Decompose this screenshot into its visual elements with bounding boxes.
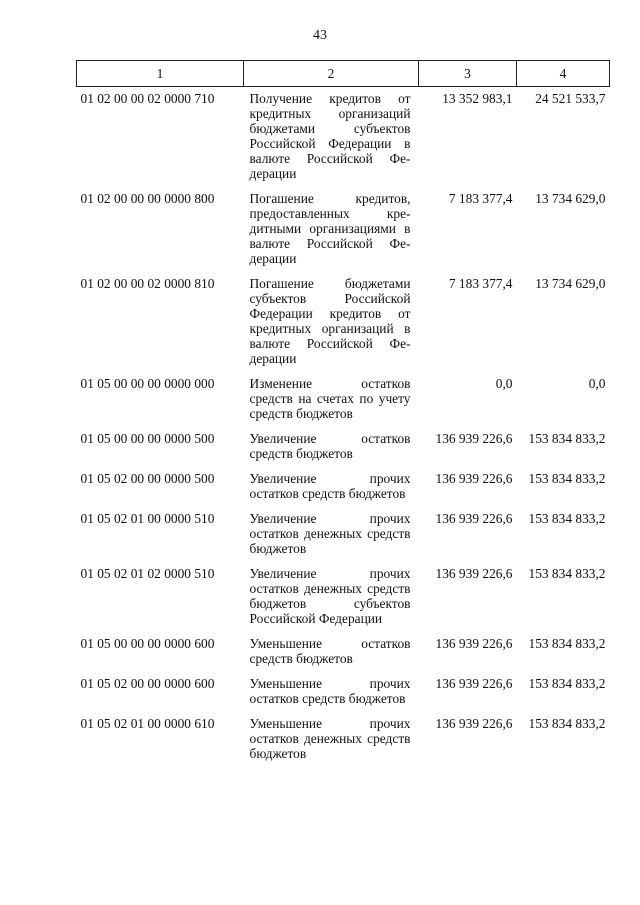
table-row [77,187,610,272]
table-row [77,427,610,467]
amount-col3: 7 183 377,4 [448,191,513,206]
budget-code: 01 02 00 00 02 0000 710 [80,91,215,106]
amount-col3: 136 939 226,6 [435,471,513,486]
amount-col4: 153 834 833,2 [528,471,606,486]
table-row [77,467,610,507]
amount-col4: 153 834 833,2 [528,566,606,581]
column-header-2: 2 [244,61,419,87]
table-row [77,562,610,632]
amount-col3: 0,0 [495,376,513,391]
budget-code: 01 05 00 00 00 0000 600 [80,636,215,651]
table-row [77,632,610,672]
item-name: Погашение кредитов, предоставленных кредитными организациями в валюте Российской Федерации [249,191,411,266]
table-row [77,372,610,427]
amount-col3: 136 939 226,6 [435,566,513,581]
amount-col4: 13 734 629,0 [535,276,606,291]
item-name: Увеличение прочих остатков денежных средств бюджетов [249,511,411,556]
amount-col4: 13 734 629,0 [535,191,606,206]
amount-col3: 136 939 226,6 [435,716,513,731]
budget-code: 01 05 02 00 00 0000 600 [80,676,215,691]
amount-col4: 153 834 833,2 [528,431,606,446]
item-name: Увеличение остатков средств бюджетов [249,431,411,461]
item-name: Увеличение прочих остатков средств бюджетов [249,471,411,501]
column-header-4: 4 [517,61,610,87]
amount-col3: 136 939 226,6 [435,431,513,446]
budget-code: 01 05 02 01 00 0000 510 [80,511,215,526]
amount-col3: 13 352 983,1 [442,91,513,106]
item-name: Получение кредитов от кредитных организаций бюджетами субъектов Российской Федерации в валюте Российской Федерации [249,91,411,181]
table-row [77,672,610,712]
item-name: Уменьшение прочих остатков денежных средств бюджетов [249,716,411,761]
budget-code: 01 05 00 00 00 0000 500 [80,431,215,446]
column-header-3: 3 [419,61,517,87]
item-name: Изменение остатков средств на счетах по учету средств бюджетов [249,376,411,421]
table-row [77,507,610,562]
amount-col3: 7 183 377,4 [448,276,513,291]
table-header-row [77,61,610,87]
budget-code: 01 05 02 01 00 0000 610 [80,716,215,731]
table-row [77,272,610,372]
budget-code: 01 05 02 01 02 0000 510 [80,566,215,581]
amount-col4: 153 834 833,2 [528,511,606,526]
amount-col4: 0,0 [588,376,606,391]
item-name: Уменьшение прочих остатков средств бюджетов [249,676,411,706]
amount-col4: 153 834 833,2 [528,676,606,691]
page-number: 43 [313,28,327,43]
amount-col3: 136 939 226,6 [435,511,513,526]
amount-col4: 24 521 533,7 [535,91,606,106]
budget-code: 01 02 00 00 02 0000 810 [80,276,215,291]
budget-code: 01 02 00 00 00 0000 800 [80,191,215,206]
item-name: Увеличение прочих остатков денежных средств бюджетов субъектов Российской Федерации [249,566,411,626]
table-row [77,712,610,767]
amount-col3: 136 939 226,6 [435,636,513,651]
budget-code: 01 05 00 00 00 0000 000 [80,376,215,391]
budget-code: 01 05 02 00 00 0000 500 [80,471,215,486]
amount-col4: 153 834 833,2 [528,636,606,651]
item-name: Погашение бюджетами субъектов Российской Федерации кредитов от кредитных организаций в валюте Российской Федерации [249,276,411,366]
amount-col3: 136 939 226,6 [435,676,513,691]
table-row [77,87,610,188]
amount-col4: 153 834 833,2 [528,716,606,731]
budget-sources-table [76,60,610,767]
item-name: Уменьшение остатков средств бюджетов [249,636,411,666]
column-header-1: 1 [77,61,244,87]
